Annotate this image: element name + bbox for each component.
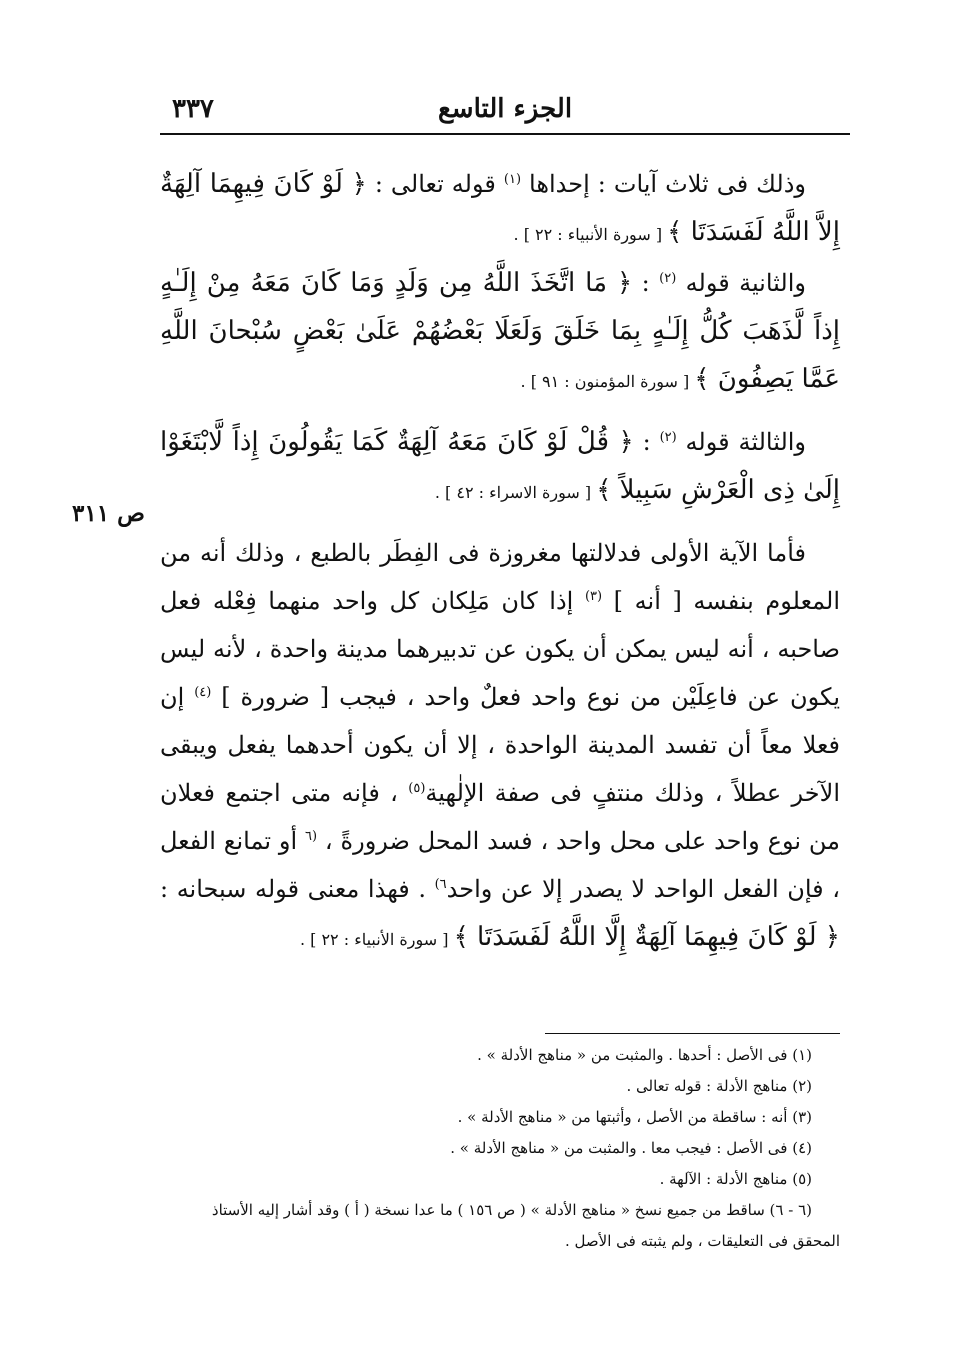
paragraph-commentary xyxy=(160,529,840,964)
footnote-marker: (٢) xyxy=(659,271,677,286)
surah-reference: [ سورة الأنبياء : ٢٢ ] . xyxy=(299,930,454,949)
footnote-5: (٥) مناهج الأدلة : الآلهة . xyxy=(659,1170,812,1188)
footnote-marker: (٢) xyxy=(659,430,677,445)
footnote-1: (١) فى الأصل : أحدها . والمثبت من « مناهج الأدلة » . xyxy=(477,1046,812,1064)
text-span: والثانية قوله xyxy=(676,269,806,297)
text-span: إذا كان مَلِكان كل واحد منهما فِعْله فعل صاحبه ، أنه ليس يمكن أن يكون عن تدبيرهما مدينة واحدة ، لأنه ليس يكون عن فاعِلَيْن من نوع واحد فعلٌ واحد ، فيجب [ ضرورة ] xyxy=(160,587,840,711)
footnote-marker: (٣) xyxy=(584,589,603,604)
text-span: أو تمانع الفعل ، فإن الفعل الواحد لا يصدر إلا عن واحد xyxy=(160,827,840,903)
text-span: : xyxy=(632,269,660,297)
footnote-6: (٦ - ٦) ساقط من جميع نسخ « مناهج الأدلة » ( ص ١٥٦ ) ما عدا نسخة ( أ ) وقد أشار إليه الأستاذ xyxy=(211,1201,812,1219)
paragraph-verse-1 xyxy=(160,160,840,259)
text-span: ، فإنه متى اجتمع فعلان من نوع واحد على محل واحد ، فسد المحل ضرورةً ، xyxy=(160,779,840,855)
header-rule xyxy=(160,133,850,135)
text-span: وذلك فى ثلاث آيات : إحداها xyxy=(521,170,806,198)
quran-verse: ﴿ لَوْ كَانَ فِيهِمَا آلِهَةٌ إِلَّا اللَّهُ لَفَسَدَتَا ﴾ xyxy=(453,922,840,952)
footnote-marker: ٦) xyxy=(434,877,447,892)
main-text xyxy=(160,160,840,964)
text-span: : xyxy=(633,428,660,456)
quran-verse: ﴿ لَوْ كَانَ فِيهِمَا آلِهَةٌ إِلاَّ اللَّهُ لَفَسَدَتَا ﴾ xyxy=(160,169,840,247)
text-span: إن فعلا معاً أن تفسد المدينة الواحدة ، إلا أن يكون أحدهما يفعل ويبقى الآخر عطلاً ، وذلك منتفٍ فى صفة الإلٰهية xyxy=(160,683,840,807)
text-span: فأما الآية الأولى فدلالتها مغروزة فى الفِطَر بالطبع ، وذلك أنه من المعلوم بنفسه [ أنه ] xyxy=(160,539,841,615)
footnote-2: (٢) مناهج الأدلة : قوله تعالى . xyxy=(626,1077,812,1095)
footnote-4: (٤) فى الأصل : فيجب معا . والمثبت من « مناهج الأدلة » . xyxy=(450,1139,812,1157)
paragraph-verse-3 xyxy=(160,418,840,517)
footnote-3: (٣) أنه : ساقطة من الأصل ، وأثبتها من « مناهج الأدلة » . xyxy=(457,1108,812,1126)
spacer xyxy=(160,517,840,529)
running-title: الجزء التاسع xyxy=(437,94,573,124)
spacer xyxy=(160,406,840,418)
footnote-marker: (٦ xyxy=(305,829,318,844)
text-span: قوله تعالى : xyxy=(366,170,504,198)
surah-reference: [ سورة الاسراء : ٤٢ ] . xyxy=(434,483,597,502)
surah-reference: [ سورة الأنبياء : ٢٢ ] . xyxy=(513,225,668,244)
page-number: ٣٣٧ xyxy=(172,94,214,124)
paragraph-verse-2 xyxy=(160,259,840,406)
page-header xyxy=(160,92,850,134)
surah-reference: [ سورة المؤمنون : ٩١ ] . xyxy=(520,372,695,391)
footnote-marker: (١) xyxy=(503,172,522,187)
footnote-6-continuation: المحقق فى التعليقات ، ولم يثبته فى الأصل . xyxy=(565,1232,840,1250)
text-span: والثالثة قوله xyxy=(676,428,807,456)
text-span: . فهذا معنى قوله سبحانه : xyxy=(160,875,435,903)
footnote-rule xyxy=(545,1033,840,1034)
margin-page-reference: ص ٣١١ xyxy=(72,500,145,527)
footnote-marker: (٥) xyxy=(408,781,426,796)
quran-verse: ﴿ قُلْ لَوْ كَانَ مَعَهُ آلِهَةٌ كَمَا يَقُولُونَ إِذاً لَّابْتَغَوْا إِلَىٰ ذِى الْعَرْشِ سَبِيلاً ﴾ xyxy=(160,427,840,505)
quran-verse: ﴿ مَا اتَّخَذَ اللَّهُ مِن وَلَدٍ وَمَا كَانَ مَعَهُ مِنْ إِلَـٰهٍ إِذاً لَّذَهَبَ كُلُّ إِلَـٰهٍ بِمَا خَلَقَ وَلَعَلَا بَعْضُهُمْ عَلَىٰ بَعْضٍ سُبْحانَ اللَّهِ عَمَّا يَصِفُونَ ﴾ xyxy=(160,268,840,394)
footnote-marker: (٤) xyxy=(194,685,212,700)
footnotes xyxy=(150,1040,840,1257)
